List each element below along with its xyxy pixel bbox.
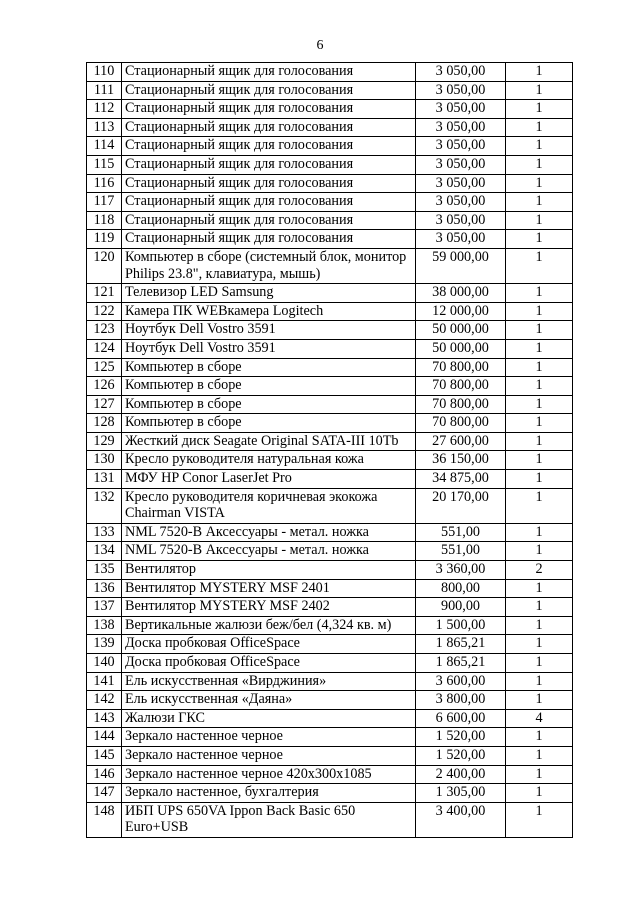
item-quantity-cell: 1: [506, 579, 573, 598]
table-row: [87, 488, 573, 523]
item-quantity-cell: 1: [506, 672, 573, 691]
table-row: [87, 248, 573, 283]
item-price-cell: 3 400,00: [416, 802, 506, 837]
item-quantity-cell: 1: [506, 248, 573, 283]
item-name-cell: ИБП UPS 650VA Ippon Back Basic 650 Euro+USB: [122, 802, 416, 837]
item-price-cell: 3 600,00: [416, 672, 506, 691]
item-name-cell: Вентилятор MYSTERY MSF 2401: [122, 579, 416, 598]
item-name-cell: Ель искусственная «Вирджиния»: [122, 672, 416, 691]
item-quantity-cell: 1: [506, 432, 573, 451]
row-number-cell: 135: [87, 561, 122, 580]
item-price-cell: 70 800,00: [416, 414, 506, 433]
row-number-cell: 148: [87, 802, 122, 837]
row-number-cell: 123: [87, 321, 122, 340]
item-price-cell: 2 400,00: [416, 765, 506, 784]
row-number-cell: 113: [87, 118, 122, 137]
table-row: [87, 137, 573, 156]
table-row: [87, 155, 573, 174]
row-number-cell: 121: [87, 284, 122, 303]
item-quantity-cell: 1: [506, 728, 573, 747]
item-name-cell: Зеркало настенное черное: [122, 728, 416, 747]
item-name-cell: Стационарный ящик для голосования: [122, 137, 416, 156]
item-price-cell: 36 150,00: [416, 451, 506, 470]
item-price-cell: 1 520,00: [416, 746, 506, 765]
table-row: [87, 302, 573, 321]
item-price-cell: 551,00: [416, 523, 506, 542]
item-price-cell: 38 000,00: [416, 284, 506, 303]
item-quantity-cell: 1: [506, 598, 573, 617]
item-quantity-cell: 1: [506, 542, 573, 561]
row-number-cell: 143: [87, 709, 122, 728]
item-price-cell: 3 050,00: [416, 100, 506, 119]
table-row: [87, 432, 573, 451]
table-row: [87, 395, 573, 414]
item-quantity-cell: 1: [506, 635, 573, 654]
table-row: [87, 728, 573, 747]
row-number-cell: 139: [87, 635, 122, 654]
item-price-cell: 70 800,00: [416, 395, 506, 414]
item-name-cell: Зеркало настенное, бухгалтерия: [122, 784, 416, 803]
item-price-cell: 1 865,21: [416, 635, 506, 654]
item-name-cell: Компьютер в сборе: [122, 414, 416, 433]
row-number-cell: 111: [87, 81, 122, 100]
table-row: [87, 193, 573, 212]
item-name-cell: Кресло руководителя натуральная кожа: [122, 451, 416, 470]
item-price-cell: 3 050,00: [416, 193, 506, 212]
item-quantity-cell: 4: [506, 709, 573, 728]
item-quantity-cell: 1: [506, 174, 573, 193]
row-number-cell: 130: [87, 451, 122, 470]
row-number-cell: 112: [87, 100, 122, 119]
item-price-cell: 50 000,00: [416, 321, 506, 340]
table-row: [87, 63, 573, 82]
item-name-cell: Зеркало настенное черное 420x300x1085: [122, 765, 416, 784]
table-row: [87, 654, 573, 673]
item-price-cell: 800,00: [416, 579, 506, 598]
item-price-cell: 3 360,00: [416, 561, 506, 580]
row-number-cell: 134: [87, 542, 122, 561]
item-name-cell: Кресло руководителя коричневая экокожа Chairman VISTA: [122, 488, 416, 523]
item-name-cell: NML 7520-B Аксессуары - метал. ножка: [122, 523, 416, 542]
table-row: [87, 746, 573, 765]
item-quantity-cell: 1: [506, 358, 573, 377]
item-price-cell: 3 050,00: [416, 63, 506, 82]
row-number-cell: 110: [87, 63, 122, 82]
item-price-cell: 3 050,00: [416, 155, 506, 174]
item-name-cell: Стационарный ящик для голосования: [122, 100, 416, 119]
item-name-cell: Компьютер в сборе: [122, 395, 416, 414]
row-number-cell: 114: [87, 137, 122, 156]
item-price-cell: 70 800,00: [416, 358, 506, 377]
table-row: [87, 542, 573, 561]
page-number: 6: [316, 38, 324, 53]
table-row: [87, 100, 573, 119]
table-row: [87, 523, 573, 542]
item-price-cell: 59 000,00: [416, 248, 506, 283]
item-price-cell: 1 865,21: [416, 654, 506, 673]
row-number-cell: 118: [87, 211, 122, 230]
item-quantity-cell: 1: [506, 616, 573, 635]
item-name-cell: Стационарный ящик для голосования: [122, 193, 416, 212]
item-quantity-cell: 1: [506, 765, 573, 784]
item-quantity-cell: 1: [506, 211, 573, 230]
item-price-cell: 50 000,00: [416, 339, 506, 358]
row-number-cell: 124: [87, 339, 122, 358]
item-quantity-cell: 1: [506, 193, 573, 212]
row-number-cell: 129: [87, 432, 122, 451]
table-row: [87, 321, 573, 340]
table-row: [87, 81, 573, 100]
item-quantity-cell: 1: [506, 100, 573, 119]
row-number-cell: 120: [87, 248, 122, 283]
item-quantity-cell: 1: [506, 523, 573, 542]
item-quantity-cell: 1: [506, 488, 573, 523]
item-name-cell: Ноутбук Dell Vostro 3591: [122, 321, 416, 340]
item-quantity-cell: 1: [506, 137, 573, 156]
item-quantity-cell: 1: [506, 302, 573, 321]
item-quantity-cell: 1: [506, 654, 573, 673]
item-price-cell: 3 050,00: [416, 174, 506, 193]
item-quantity-cell: 1: [506, 81, 573, 100]
item-quantity-cell: 1: [506, 802, 573, 837]
item-name-cell: МФУ HP Conor LaserJet Pro: [122, 470, 416, 489]
item-name-cell: Стационарный ящик для голосования: [122, 63, 416, 82]
item-name-cell: Зеркало настенное черное: [122, 746, 416, 765]
item-name-cell: Жалюзи ГКС: [122, 709, 416, 728]
item-name-cell: Вертикальные жалюзи беж/бел (4,324 кв. м): [122, 616, 416, 635]
item-name-cell: NML 7520-B Аксессуары - метал. ножка: [122, 542, 416, 561]
item-quantity-cell: 1: [506, 784, 573, 803]
row-number-cell: 132: [87, 488, 122, 523]
table-row: [87, 579, 573, 598]
table-row: [87, 616, 573, 635]
row-number-cell: 146: [87, 765, 122, 784]
item-name-cell: Стационарный ящик для голосования: [122, 155, 416, 174]
table-row: [87, 672, 573, 691]
item-quantity-cell: 1: [506, 414, 573, 433]
table-row: [87, 451, 573, 470]
item-price-cell: 3 050,00: [416, 230, 506, 249]
row-number-cell: 116: [87, 174, 122, 193]
table-row: [87, 174, 573, 193]
inventory-table: [86, 62, 573, 838]
table-row: [87, 709, 573, 728]
item-price-cell: 3 800,00: [416, 691, 506, 710]
table-row: [87, 561, 573, 580]
item-name-cell: Компьютер в сборе (системный блок, монитор Philips 23.8", клавиатура, мышь): [122, 248, 416, 283]
row-number-cell: 138: [87, 616, 122, 635]
item-price-cell: 1 500,00: [416, 616, 506, 635]
table-row: [87, 802, 573, 837]
row-number-cell: 125: [87, 358, 122, 377]
row-number-cell: 147: [87, 784, 122, 803]
item-quantity-cell: 1: [506, 284, 573, 303]
row-number-cell: 136: [87, 579, 122, 598]
row-number-cell: 141: [87, 672, 122, 691]
item-name-cell: Камера ПК WEBкамера Logitech: [122, 302, 416, 321]
item-name-cell: Компьютер в сборе: [122, 358, 416, 377]
table-row: [87, 598, 573, 617]
row-number-cell: 128: [87, 414, 122, 433]
row-number-cell: 119: [87, 230, 122, 249]
item-price-cell: 12 000,00: [416, 302, 506, 321]
item-price-cell: 20 170,00: [416, 488, 506, 523]
item-quantity-cell: 1: [506, 339, 573, 358]
row-number-cell: 131: [87, 470, 122, 489]
item-name-cell: Стационарный ящик для голосования: [122, 174, 416, 193]
table-row: [87, 414, 573, 433]
item-price-cell: 27 600,00: [416, 432, 506, 451]
table-row: [87, 358, 573, 377]
table-row: [87, 784, 573, 803]
item-price-cell: 1 305,00: [416, 784, 506, 803]
item-quantity-cell: 1: [506, 321, 573, 340]
item-price-cell: 1 520,00: [416, 728, 506, 747]
table-row: [87, 470, 573, 489]
item-quantity-cell: 1: [506, 470, 573, 489]
table-row: [87, 635, 573, 654]
table-row: [87, 339, 573, 358]
item-name-cell: Стационарный ящик для голосования: [122, 211, 416, 230]
item-name-cell: Ноутбук Dell Vostro 3591: [122, 339, 416, 358]
row-number-cell: 117: [87, 193, 122, 212]
row-number-cell: 133: [87, 523, 122, 542]
table-row: [87, 377, 573, 396]
item-name-cell: Телевизор LED Samsung: [122, 284, 416, 303]
inventory-table-body: [87, 63, 573, 838]
item-quantity-cell: 2: [506, 561, 573, 580]
item-name-cell: Жесткий диск Seagate Original SATA-III 10Tb: [122, 432, 416, 451]
item-price-cell: 70 800,00: [416, 377, 506, 396]
item-quantity-cell: 1: [506, 63, 573, 82]
table-row: [87, 691, 573, 710]
table-row: [87, 211, 573, 230]
item-name-cell: Ель искусственная «Даяна»: [122, 691, 416, 710]
table-row: [87, 118, 573, 137]
item-quantity-cell: 1: [506, 377, 573, 396]
item-quantity-cell: 1: [506, 746, 573, 765]
item-name-cell: Стационарный ящик для голосования: [122, 81, 416, 100]
item-quantity-cell: 1: [506, 155, 573, 174]
row-number-cell: 140: [87, 654, 122, 673]
row-number-cell: 127: [87, 395, 122, 414]
item-quantity-cell: 1: [506, 451, 573, 470]
row-number-cell: 126: [87, 377, 122, 396]
row-number-cell: 144: [87, 728, 122, 747]
item-name-cell: Вентилятор: [122, 561, 416, 580]
item-quantity-cell: 1: [506, 118, 573, 137]
item-name-cell: Компьютер в сборе: [122, 377, 416, 396]
item-name-cell: Стационарный ящик для голосования: [122, 230, 416, 249]
item-price-cell: 6 600,00: [416, 709, 506, 728]
item-price-cell: 3 050,00: [416, 137, 506, 156]
item-quantity-cell: 1: [506, 230, 573, 249]
item-price-cell: 3 050,00: [416, 81, 506, 100]
row-number-cell: 122: [87, 302, 122, 321]
item-name-cell: Доска пробковая OfficeSpace: [122, 654, 416, 673]
row-number-cell: 145: [87, 746, 122, 765]
item-name-cell: Стационарный ящик для голосования: [122, 118, 416, 137]
item-price-cell: 3 050,00: [416, 118, 506, 137]
item-quantity-cell: 1: [506, 691, 573, 710]
row-number-cell: 142: [87, 691, 122, 710]
item-price-cell: 900,00: [416, 598, 506, 617]
item-quantity-cell: 1: [506, 395, 573, 414]
item-price-cell: 551,00: [416, 542, 506, 561]
item-price-cell: 34 875,00: [416, 470, 506, 489]
inventory-table-container: [86, 62, 572, 838]
item-name-cell: Доска пробковая OfficeSpace: [122, 635, 416, 654]
row-number-cell: 137: [87, 598, 122, 617]
item-name-cell: Вентилятор MYSTERY MSF 2402: [122, 598, 416, 617]
table-row: [87, 284, 573, 303]
item-price-cell: 3 050,00: [416, 211, 506, 230]
table-row: [87, 230, 573, 249]
table-row: [87, 765, 573, 784]
row-number-cell: 115: [87, 155, 122, 174]
